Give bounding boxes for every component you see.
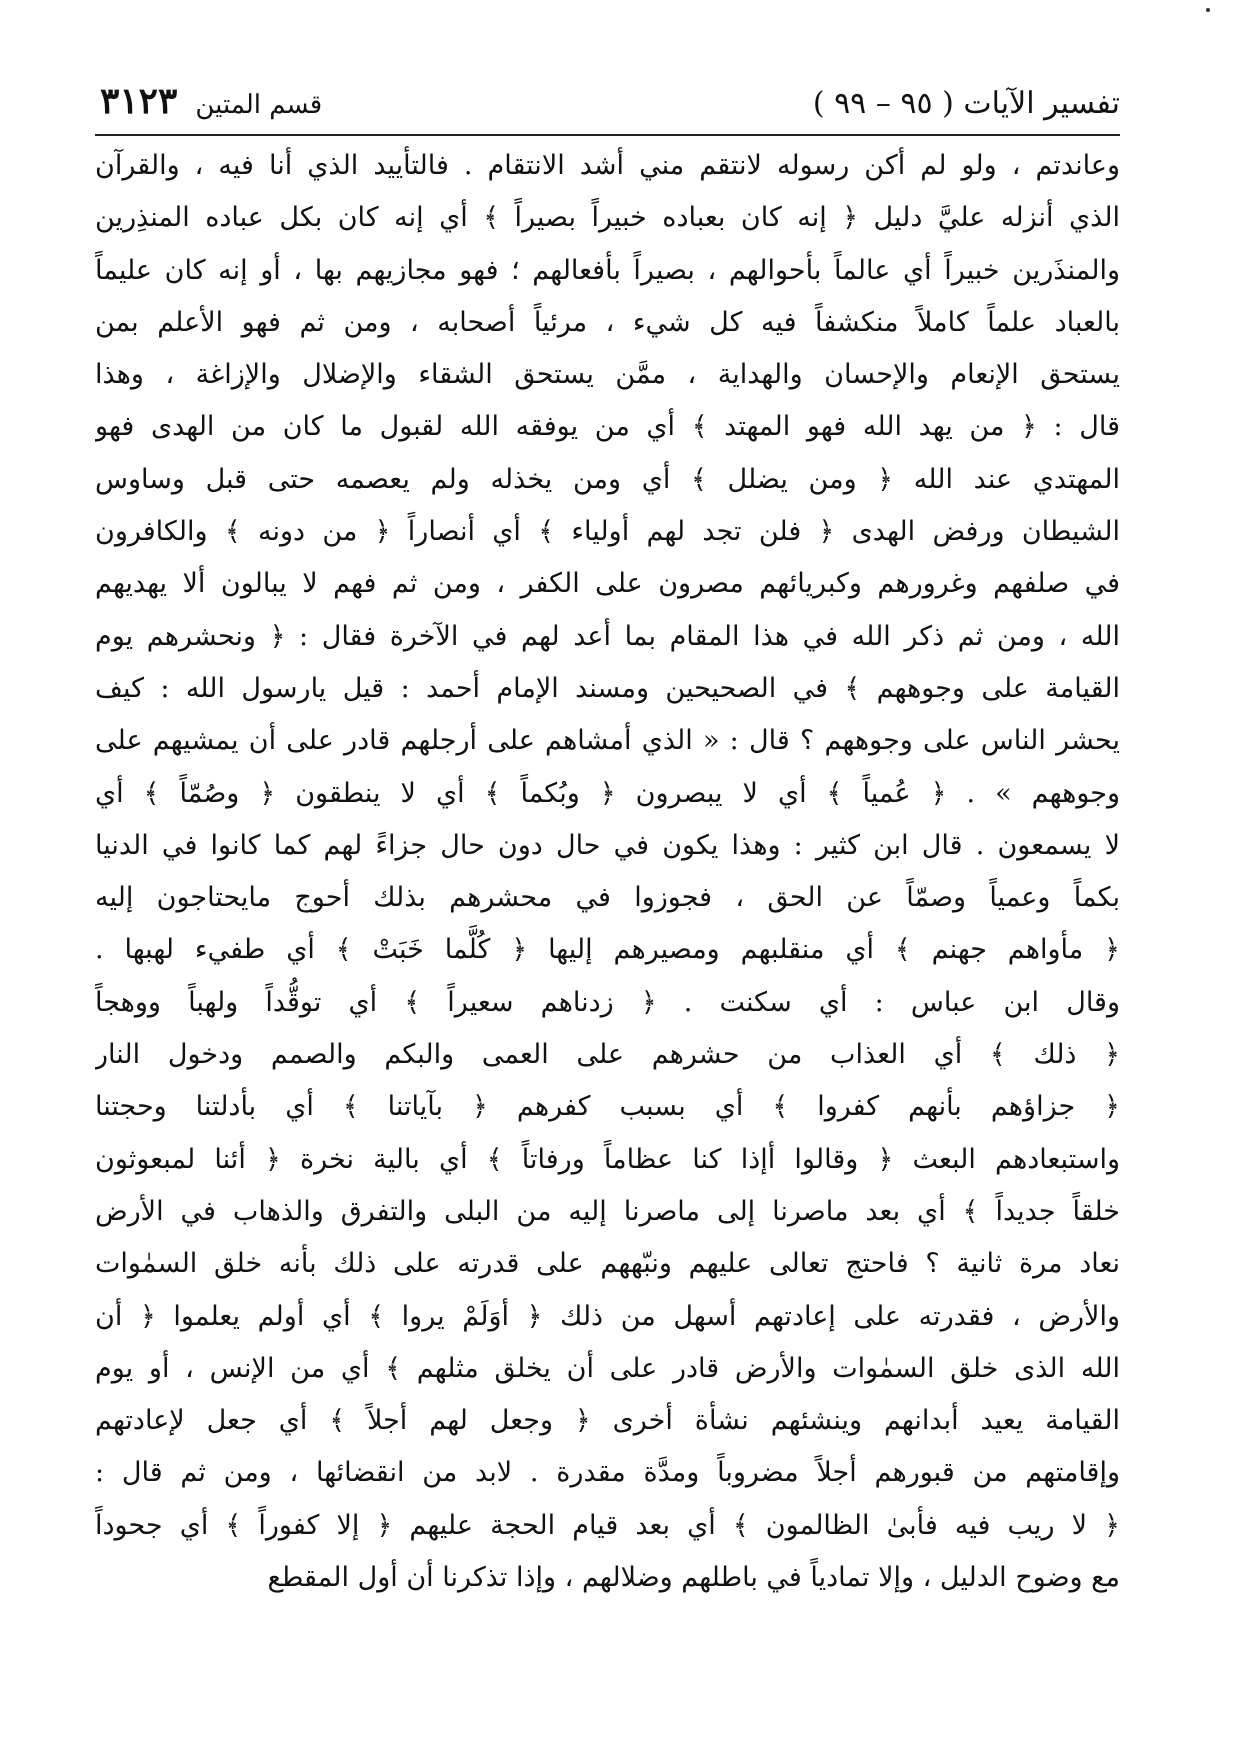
page-number: ٣١٢٣ xyxy=(100,80,178,122)
text-line: والأرض ، فقدرته على إعادتهم أسهل من ذلك ﴿ أوَلَمْ يروا ﴾ أي أولم يعلموا ﴿ أن xyxy=(95,1300,1120,1332)
text-line: مع وضوح الدليل ، وإلا تمادياً في باطلهم وضلالهم ، وإذا تذكرنا أن أول المقطع xyxy=(267,1562,1120,1594)
text-line: القيامة يعيد أبدانهم وينشئهم نشأة أخرى ﴿ وجعل لهم أجلاً ﴾ أي جعل لإعادتهم xyxy=(95,1405,1120,1437)
text-line: ﴿ جزاؤهم بأنهم كفروا ﴾ أي بسبب كفرهم ﴿ بآياتنا ﴾ أي بأدلتنا وحجتنا xyxy=(95,1091,1120,1123)
text-line: المهتدي عند الله ﴿ ومن يضلل ﴾ أي ومن يخذله ولم يعصمه حتى قبل وساوس xyxy=(95,463,1120,495)
text-line: يستحق الإنعام والإحسان والهداية ، ممَّن يستحق الشقاء والإضلال والإزاغة ، وهذا xyxy=(95,359,1120,391)
running-title: تفسير الآيات ( ٩٥ – ٩٩ ) xyxy=(812,86,1120,121)
text-line: ﴿ ذلك ﴾ أي العذاب من حشرهم على العمى والبكم والصمم ودخول النار xyxy=(95,1039,1120,1071)
text-line: واستبعادهم البعث ﴿ وقالوا أإذا كنا عظاماً ورفاتاً ﴾ أي بالية نخرة ﴿ أئنا لمبعوثون xyxy=(95,1143,1120,1175)
text-line: يحشر الناس على وجوههم ؟ قال : « الذي أمشاهم على أرجلهم قادر على أن يمشيهم على xyxy=(95,725,1120,757)
text-line: لا يسمعون . قال ابن كثير : وهذا يكون في حال دون حال جزاءً لهم كما كانوا في الدنيا xyxy=(95,829,1120,861)
text-line: وقال ابن عباس : أي سكنت . ﴿ زدناهم سعيراً ﴾ أي توقُّداً ولهباً ووهجاً xyxy=(95,986,1120,1018)
section-name: قسم المتين xyxy=(195,90,323,120)
text-line: بكماً وعمياً وصمّاً عن الحق ، فجوزوا في محشرهم بذلك أحوج مايحتاجون إليه xyxy=(95,882,1120,914)
text-line: الذي أنزله عليَّ دليل ﴿ إنه كان بعباده خبيراً بصيراً ﴾ أي إنه كان بكل عباده المنذِرين xyxy=(95,202,1120,234)
page-header xyxy=(100,80,1120,130)
text-line: الشيطان ورفض الهدى ﴿ فلن تجد لهم أولياء ﴾ أي أنصاراً ﴿ من دونه ﴾ والكافرون xyxy=(95,516,1120,548)
text-line: القيامة على وجوههم ﴾ في الصحيحين ومسند الإمام أحمد : قيل يارسول الله : كيف xyxy=(95,672,1120,704)
text-line: في صلفهم وغرورهم وكبريائهم مصرون على الكفر ، ومن ثم فهم لا يبالون ألا يهديهم xyxy=(95,568,1120,600)
body-text xyxy=(95,140,1120,1604)
text-line: بالعباد علماً كاملاً منكشفاً فيه كل شيء ، مرئياً أصحابه ، ومن ثم فهو الأعلم بمن xyxy=(95,306,1120,338)
text-line: وإقامتهم من قبورهم أجلاً مضروباً ومدَّة مقدرة . لابد من انقضائها ، ومن ثم قال : xyxy=(95,1457,1120,1489)
header-left-group xyxy=(100,80,322,122)
text-line: الله الذى خلق السمٰوات والأرض قادر على أن يخلق مثلهم ﴾ أي من الإنس ، أو يوم xyxy=(95,1352,1120,1384)
text-line: ﴿ لا ريب فيه فأبىٰ الظالمون ﴾ أي بعد قيام الحجة عليهم ﴿ إلا كفوراً ﴾ أي جحوداً xyxy=(95,1509,1120,1541)
text-line: خلقاً جديداً ﴾ أي بعد ماصرنا إلى ماصرنا إليه من البلى والتفرق والذهاب في الأرض xyxy=(95,1195,1120,1227)
text-line: والمنذَرين خبيراً أي عالماً بأحوالهم ، بصيراً بأفعالهم ؛ فهو مجازيهم بها ، أو إنه كان عليماً xyxy=(95,254,1120,286)
text-line: ﴿ مأواهم جهنم ﴾ أي منقلبهم ومصيرهم إليها ﴿ كُلَّما خَبَتْ ﴾ أي طفيء لهبها . xyxy=(95,934,1120,966)
scan-dot xyxy=(1206,8,1210,12)
text-line: وجوههم » . ﴿ عُمياً ﴾ أي لا يبصرون ﴿ وبُكماً ﴾ أي لا ينطقون ﴿ وصُمّاً ﴾ أي xyxy=(95,777,1120,809)
text-line: نعاد مرة ثانية ؟ فاحتج تعالى عليهم ونبّههم على قدرته على ذلك بأنه خلق السمٰوات xyxy=(95,1248,1120,1280)
text-line: وعاندتم ، ولو لم أكن رسوله لانتقم مني أشد الانتقام . فالتأييد الذي أنا فيه ، والقرآن xyxy=(95,150,1120,181)
header-rule xyxy=(95,134,1120,136)
text-line: قال : ﴿ من يهد الله فهو المهتد ﴾ أي من يوفقه الله لقبول ما كان من الهدى فهو xyxy=(95,411,1120,443)
text-line: الله ، ومن ثم ذكر الله في هذا المقام بما أعد لهم في الآخرة فقال : ﴿ ونحشرهم يوم xyxy=(95,620,1120,652)
